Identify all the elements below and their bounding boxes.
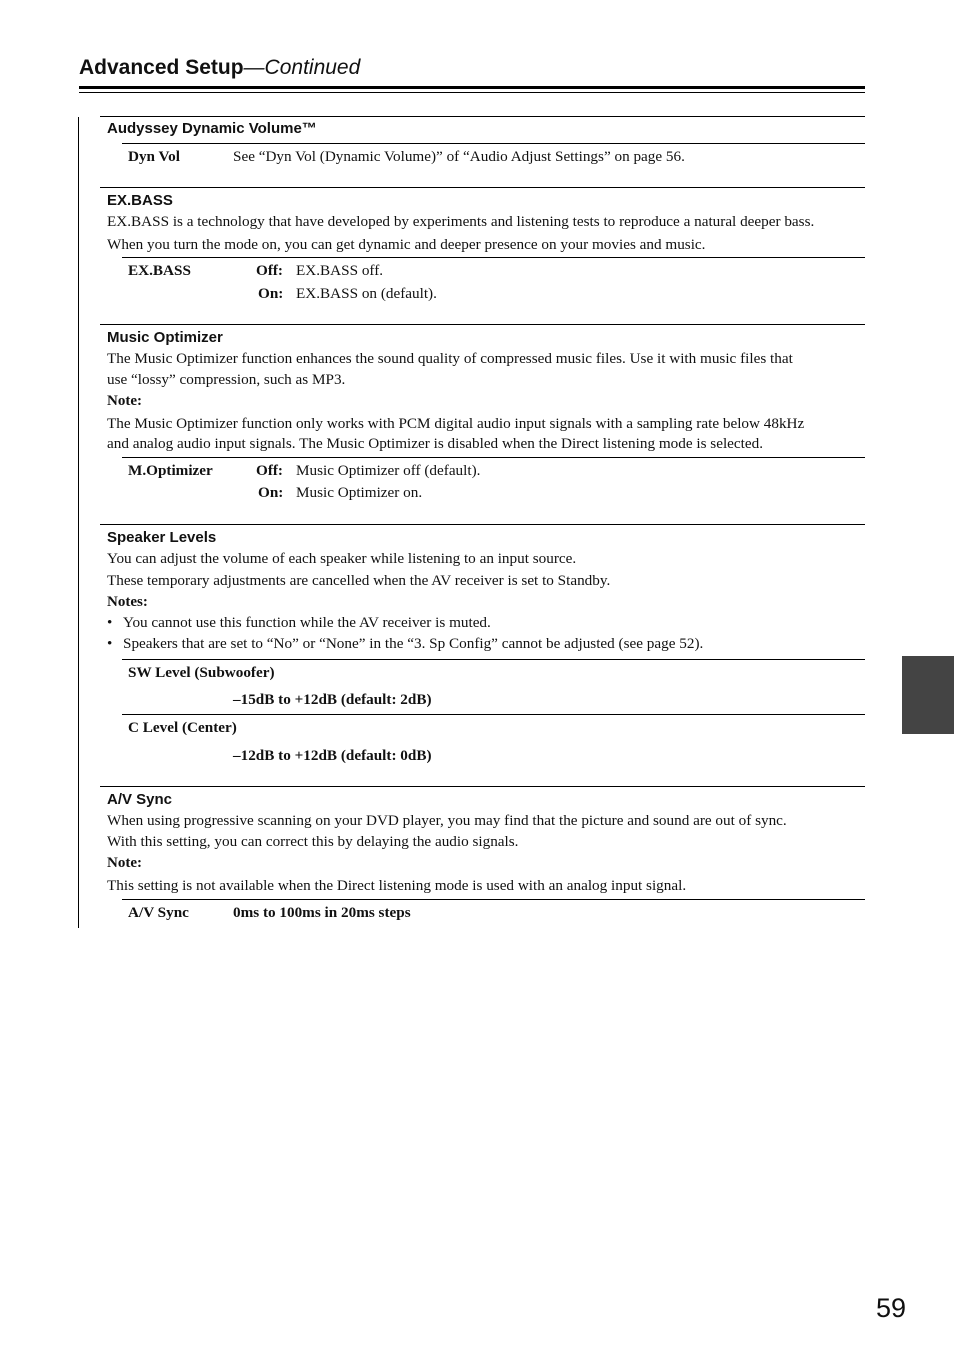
bullet-icon: • <box>107 614 113 631</box>
music-title: Music Optimizer <box>107 329 223 346</box>
music-note-1: The Music Optimizer function only works with PCM digital audio input signals with a sampling rate below 48kHz <box>107 415 805 432</box>
music-on-text: Music Optimizer on. <box>296 484 423 501</box>
c-level-range: –12dB to +12dB (default: 0dB) <box>233 747 432 764</box>
music-note-label: Note: <box>107 393 142 409</box>
music-on-label: On: <box>258 484 284 501</box>
row-divider <box>122 659 865 660</box>
section-divider <box>100 524 865 525</box>
avsync-desc-2: With this setting, you can correct this by delaying the audio signals. <box>107 833 519 850</box>
avsync-row-value: 0ms to 100ms in 20ms steps <box>233 904 411 921</box>
speaker-desc-2: These temporary adjustments are cancelled when the AV receiver is set to Standby. <box>107 572 611 589</box>
avsync-row-label: A/V Sync <box>128 904 189 921</box>
section-divider <box>100 324 865 325</box>
bullet-icon: • <box>107 635 113 652</box>
speaker-desc-1: You can adjust the volume of each speaker while listening to an input source. <box>107 550 577 567</box>
exbass-desc-1: EX.BASS is a technology that have developed by experiments and listening tests to reproduce a natural deeper bass. <box>107 213 815 230</box>
dynvol-row-label: Dyn Vol <box>128 148 180 165</box>
section-divider <box>100 116 865 117</box>
row-divider <box>122 257 865 258</box>
row-divider <box>122 457 865 458</box>
sw-level-label: SW Level (Subwoofer) <box>128 664 275 681</box>
music-desc-2: use “lossy” compression, such as MP3. <box>107 371 346 388</box>
exbass-on-text: EX.BASS on (default). <box>296 285 437 302</box>
side-bar <box>78 117 79 928</box>
dynvol-row-text: See “Dyn Vol (Dynamic Volume)” of “Audio Adjust Settings” on page 56. <box>233 148 685 165</box>
exbass-on-label: On: <box>258 285 284 302</box>
row-divider <box>122 143 865 144</box>
page-title-continued: —Continued <box>243 56 361 79</box>
dynvol-title: Audyssey Dynamic Volume™ <box>107 120 317 137</box>
avsync-title: A/V Sync <box>107 791 173 808</box>
music-off-label: Off: <box>256 462 283 479</box>
chapter-thumb-tab <box>902 656 954 734</box>
speaker-title: Speaker Levels <box>107 529 217 546</box>
page-title: Advanced Setup <box>79 56 244 79</box>
row-divider <box>122 714 865 715</box>
exbass-off-text: EX.BASS off. <box>296 262 384 279</box>
avsync-note-label: Note: <box>107 855 142 871</box>
exbass-off-label: Off: <box>256 262 283 279</box>
section-divider <box>100 187 865 188</box>
music-desc-1: The Music Optimizer function enhances the sound quality of compressed music files. Use it with music files that <box>107 350 793 367</box>
c-level-label: C Level (Center) <box>128 719 237 736</box>
exbass-desc-2: When you turn the mode on, you can get dynamic and deeper presence on your movies and music. <box>107 236 706 253</box>
header-rule <box>79 86 865 89</box>
exbass-title: EX.BASS <box>107 192 173 209</box>
page-number: 59 <box>876 1293 907 1323</box>
exbass-row-label: EX.BASS <box>128 262 191 279</box>
sw-level-range: –15dB to +12dB (default: 2dB) <box>233 691 432 708</box>
speaker-note-2: Speakers that are set to “No” or “None” in the “3. Sp Config” cannot be adjusted (see page 52). <box>123 635 704 652</box>
speaker-notes-label: Notes: <box>107 594 148 610</box>
page-header <box>79 56 360 80</box>
music-note-2: and analog audio input signals. The Music Optimizer is disabled when the Direct listening mode is selected. <box>107 435 764 452</box>
header-rule-thin <box>79 92 865 93</box>
speaker-note-1: You cannot use this function while the AV receiver is muted. <box>123 614 491 631</box>
avsync-desc-1: When using progressive scanning on your DVD player, you may find that the picture and sound are out of sync. <box>107 812 787 829</box>
music-row-label: M.Optimizer <box>128 462 213 479</box>
row-divider <box>122 899 865 900</box>
section-divider <box>100 786 865 787</box>
music-off-text: Music Optimizer off (default). <box>296 462 481 479</box>
avsync-note-1: This setting is not available when the Direct listening mode is used with an analog input signal. <box>107 877 687 894</box>
